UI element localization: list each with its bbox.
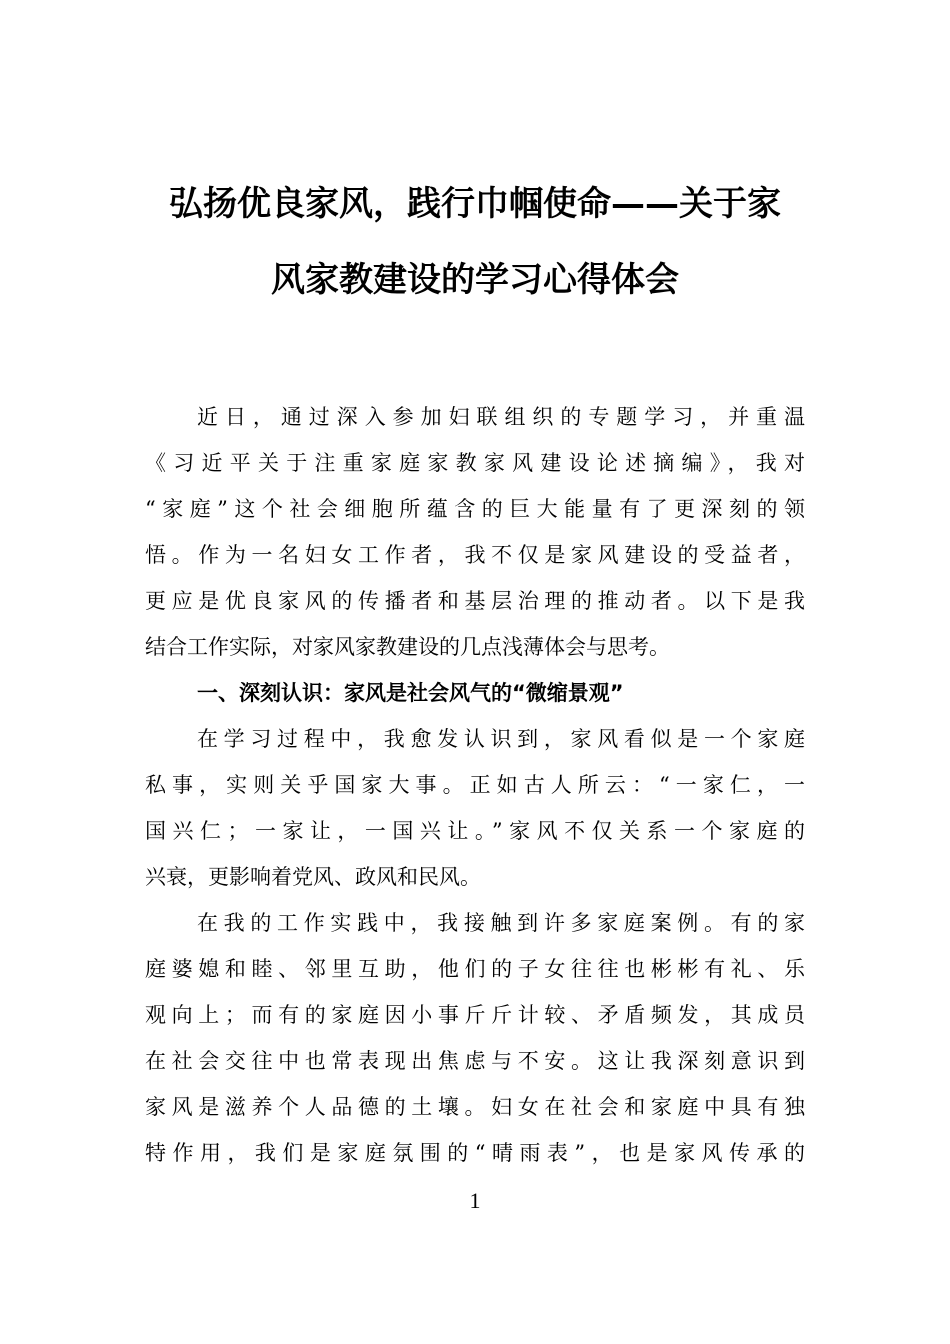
paragraph-3-line-3: 观向上；而有的家庭因小事斤斤计较、矛盾频发，其成员	[145, 1003, 805, 1027]
paragraph-2-line-2: 私事，实则关乎国家大事。正如古人所云：“一家仁，一	[145, 773, 805, 797]
paragraph-1-line-3: “家庭”这个社会细胞所蕴含的巨大能量有了更深刻的领	[145, 497, 805, 521]
paragraph-1-line-1: 近日，通过深入参加妇联组织的专题学习，并重温	[197, 405, 805, 429]
paragraph-3-line-2: 庭婆媳和睦、邻里互助，他们的子女往往也彬彬有礼、乐	[145, 957, 805, 981]
paragraph-3-line-6: 特作用，我们是家庭氛围的“晴雨表”，也是家风传承的	[145, 1141, 805, 1165]
paragraph-1-line-5: 更应是优良家风的传播者和基层治理的推动者。以下是我	[145, 589, 805, 613]
document-body	[145, 394, 805, 1176]
document-title	[145, 166, 805, 318]
paragraph-1-line-2: 《习近平关于注重家庭家教家风建设论述摘编》，我对	[145, 451, 805, 475]
paragraph-3-line-5: 家风是滋养个人品德的土壤。妇女在社会和家庭中具有独	[145, 1095, 805, 1119]
section-heading-1: 一、深刻认识：家风是社会风气的“微缩景观”	[197, 681, 624, 705]
paragraph-2-line-4: 兴衰，更影响着党风、政风和民风。	[145, 865, 481, 889]
paragraph-3-line-1: 在我的工作实践中，我接触到许多家庭案例。有的家	[197, 911, 805, 935]
paragraph-2-line-1: 在学习过程中，我愈发认识到，家风看似是一个家庭	[197, 727, 805, 751]
paragraph-1-line-4: 悟。作为一名妇女工作者，我不仅是家风建设的受益者，	[145, 543, 805, 567]
title-line-1: 弘扬优良家风，践行巾帼使命——关于家	[169, 184, 781, 224]
title-line-2: 风家教建设的学习心得体会	[271, 260, 679, 300]
page-number: 1	[469, 1188, 481, 1213]
paragraph-1-line-6: 结合工作实际，对家风家教建设的几点浅薄体会与思考。	[145, 635, 670, 659]
paragraph-3-line-4: 在社会交往中也常表现出焦虑与不安。这让我深刻意识到	[145, 1049, 805, 1073]
paragraph-2-line-3: 国兴仁；一家让，一国兴让。”家风不仅关系一个家庭的	[145, 819, 805, 843]
